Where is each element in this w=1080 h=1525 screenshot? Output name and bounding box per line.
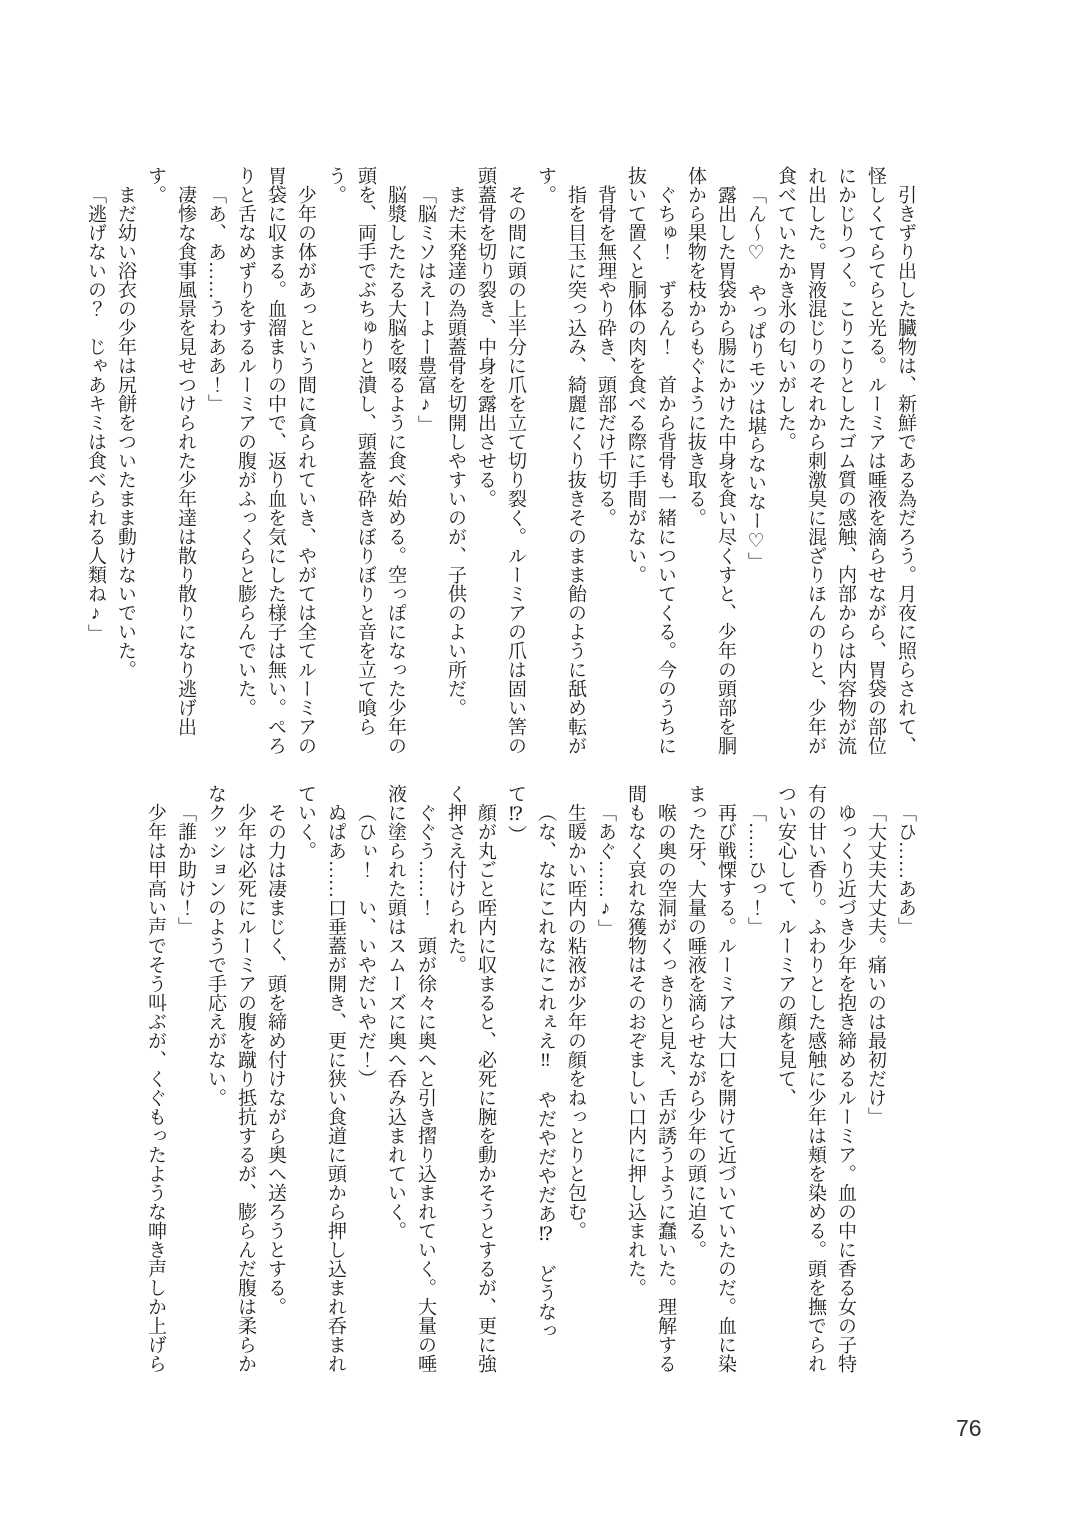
paragraph: 「逃げないの？ じゃあキミは食べられる人類ね♪」: [85, 185, 106, 643]
paragraph: 凄惨な食事風景を見せつけられた少年達は散り散りになり逃げ出す。: [145, 166, 196, 736]
paragraph: ぐちゅ！ ずるん！ 首から背骨も一緒についてくる。今のうちに抜いて置くと胴体の肉を食べる際に手間がない。: [625, 166, 676, 755]
paragraph: まだ幼い浴衣の少年は尻餅をついたまま動けないでいた。: [115, 185, 136, 679]
paragraph: 「あ、あ……うわああ！」: [205, 185, 226, 413]
paragraph: 喉の奥の空洞がくっきりと見え、舌が誘うように蠢いた。理解する間もなく哀れな獲物はそのおぞましい口内に押し込まれた。: [625, 784, 676, 1373]
paragraph: ぬぱあ……口垂蓋が開き、更に狭い食道に頭から押し込まれ呑まれていく。: [295, 784, 346, 1373]
paragraph: ぐぐう……！ 頭が徐々に奥へと引き摺り込まれていく。大量の唾液に塗られた頭はスムーズに奥へ呑み込まれていく。: [385, 784, 436, 1373]
paragraph: 「脳ミソはえーよー豊富♪」: [415, 185, 436, 434]
paragraph: その力は凄まじく、頭を締め付けながら奥へ送ろうとする。: [265, 803, 286, 1316]
paragraph: （ひぃ！ い、いやだいやだ！）: [355, 803, 376, 1088]
paragraph: 生暖かい咥内の粘液が少年の顔をねっとりと包む。: [565, 803, 586, 1240]
paragraph: まだ未発達の為頭蓋骨を切開しやすいのが、子供のよい所だ。: [445, 185, 466, 717]
paragraph: 引きずり出した臓物は、新鮮である為だろう。月夜に照らされて、怪しくてらてらと光る。ルーミアは唾液を滴らせながら、胃袋の部位にかじりつく。こりこりとしたゴム質の感触、内部からは内容物が流れ出した。胃液混じりのそれから刺激臭に混ざりほんのりと、少年が食べていたかき氷の匂いがした。: [775, 166, 916, 755]
paragraph: 背骨を無理やり砕き、頭部だけ千切る。: [595, 185, 616, 527]
paragraph: 「ひ……ああ」: [895, 803, 916, 936]
paragraph: 「……ひっ！」: [745, 803, 766, 936]
paragraph: その間に頭の上半分に爪を立て切り裂く。ルーミアの爪は固い筈の頭蓋骨を切り裂き、中身を露出させる。: [475, 166, 526, 755]
page-number: 76: [956, 1415, 982, 1441]
paragraph: 再び戦慄する。ルーミアは大口を開けて近づいていたのだ。血に染まった牙、大量の唾液を滴らせながら少年の頭に迫る。: [685, 784, 736, 1373]
paragraph: 露出した胃袋から腸にかけた中身を食い尽くすと、少年の頭部を胴体から果物を枝からもぐように抜き取る。: [685, 166, 736, 755]
paragraph: 少年の体があっという間に貪られていき、やがては全てルーミアの胃袋に収まる。血溜まりの中で、返り血を気にした様子は無い。ぺろりと舌なめずりをするルーミアの腹がふっくらと膨らんでいた。: [235, 166, 316, 755]
paragraph: 脳漿したたる大脳を啜るように食べ始める。空っぽになった少年の頭を、両手でぶちゅりと潰し、頭蓋を砕きぼりぼりと音を立て喰らう。: [325, 166, 406, 755]
paragraph: 「大丈夫大丈夫。痛いのは最初だけ」: [865, 803, 886, 1126]
paragraph: 「誰か助け！」: [175, 803, 196, 936]
vertical-text-block-upper: [80, 166, 920, 758]
vertical-text-block-lower: [140, 784, 920, 1376]
paragraph: 少年は甲高い声でそう叫ぶが、くぐもったような呻き声しか上げら: [145, 803, 166, 1373]
paragraph: （な、なにこれなにこれぇえ‼ やだやだやだあ⁉ どうなって⁉）: [505, 784, 556, 1340]
paragraph: 指を目玉に突っ込み、綺麗にくり抜きそのまま飴のように舐め転がす。: [535, 166, 586, 755]
paragraph: 「ん〜♡ やっぱりモツは堪らないなー♡」: [745, 185, 766, 571]
paragraph: ゆっくり近づき少年を抱き締めるルーミア。血の中に香る女の子特有の甘い香り。ふわりとした感触に少年は頬を染める。頭を撫でられつい安心して、ルーミアの顔を見て、: [775, 784, 856, 1373]
paragraph: 「あぐ……♪」: [595, 803, 616, 938]
paragraph: 少年は必死にルーミアの腹を蹴り抵抗するが、膨らんだ腹は柔らかなクッションのようで手応えがない。: [205, 784, 256, 1373]
paragraph: 顔が丸ごと咥内に収まると、必死に腕を動かそうとするが、更に強く押さえ付けられた。: [445, 784, 496, 1373]
